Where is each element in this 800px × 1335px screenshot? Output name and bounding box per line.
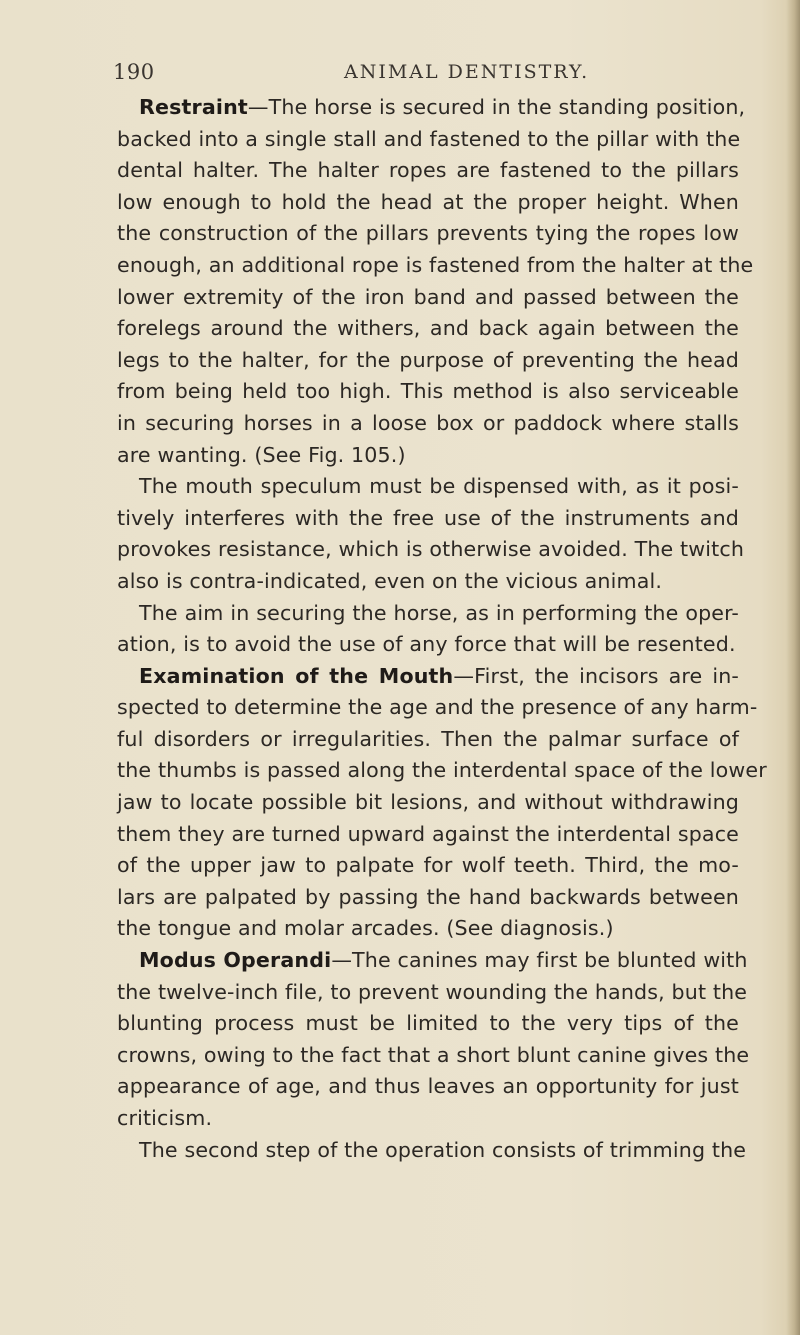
line-text: in securing horses in a loose box or paddock where stalls xyxy=(117,410,739,435)
text-line xyxy=(117,566,739,598)
line-text: The aim in securing the horse, as in performing the oper- xyxy=(139,600,739,625)
text-line xyxy=(117,1071,739,1103)
text-line xyxy=(117,408,739,440)
text-line xyxy=(117,534,745,566)
line-text: also is contra-indicated, even on the vicious animal. xyxy=(117,568,663,593)
line-text: tively interferes with the free use of the instruments and xyxy=(117,505,739,530)
paragraph-heading: Examination of the Mouth xyxy=(139,663,454,688)
text-line xyxy=(117,376,739,408)
line-text: The second step of the operation consists of trimming the xyxy=(139,1137,747,1162)
line-text: forelegs around the withers, and back again between the xyxy=(117,316,739,341)
line-text: ful disorders or irregularities. Then the palmar surface of xyxy=(117,726,739,751)
line-text: lower extremity of the iron band and passed between the xyxy=(117,284,739,309)
line-text: The mouth speculum must be dispensed with, as it posi- xyxy=(139,474,739,499)
text-line xyxy=(117,755,767,787)
text-line xyxy=(117,850,739,882)
text-line xyxy=(117,724,739,756)
running-head-title: ANIMAL DENTISTRY. xyxy=(344,61,590,83)
line-text: from being held too high. This method is also serviceable xyxy=(117,379,739,404)
line-text: spected to determine the age and the presence of any harm- xyxy=(117,695,758,720)
line-text: enough, an additional rope is fastened from the halter at the xyxy=(117,252,754,277)
text-line xyxy=(117,629,739,661)
text-line xyxy=(117,661,739,693)
text-line xyxy=(117,250,754,282)
paragraph xyxy=(117,945,750,1135)
line-text: crowns, owing to the fact that a short blunt canine gives the xyxy=(117,1042,750,1067)
line-text: provokes resistance, which is otherwise avoided. The twitch xyxy=(117,537,745,562)
line-text: backed into a single stall and fastened to the pillar with the xyxy=(117,126,741,151)
line-text: jaw to locate possible bit lesions, and without withdrawing xyxy=(117,790,739,815)
paragraph xyxy=(117,471,745,597)
text-line xyxy=(117,471,739,503)
text-line xyxy=(117,155,739,187)
line-text: criticism. xyxy=(117,1106,213,1130)
text-line xyxy=(117,503,739,535)
paragraph-heading: Restraint xyxy=(139,95,248,119)
running-head xyxy=(113,60,733,90)
text-line xyxy=(117,977,748,1009)
line-text: the construction of the pillars prevents tying the ropes low xyxy=(117,221,739,246)
text-line xyxy=(117,1103,739,1135)
text-line xyxy=(117,598,739,630)
paragraph xyxy=(117,598,739,661)
line-text: them they are turned upward against the interdental space xyxy=(117,821,739,846)
text-line xyxy=(117,313,739,345)
text-line xyxy=(117,92,746,124)
line-text: are wanting. (See Fig. 105.) xyxy=(117,442,406,467)
line-text: the twelve-inch file, to prevent wounding the hands, but the xyxy=(117,979,748,1004)
line-text: —First, the incisors are in- xyxy=(453,663,739,688)
line-text: low enough to hold the head at the proper height. When xyxy=(117,189,739,214)
page-number: 190 xyxy=(113,60,155,84)
text-line xyxy=(117,913,739,945)
line-text: lars are palpated by passing the hand backwards between xyxy=(117,884,739,909)
text-line xyxy=(117,1008,739,1040)
text-line xyxy=(117,787,739,819)
text-line xyxy=(117,882,739,914)
body-text xyxy=(117,92,767,1166)
paragraph xyxy=(117,1135,747,1167)
text-line xyxy=(117,1040,750,1072)
page-edge-shadow xyxy=(786,0,800,1335)
text-line xyxy=(117,282,739,314)
text-line xyxy=(117,945,748,977)
line-text: appearance of age, and thus leaves an opportunity for just xyxy=(117,1074,739,1099)
text-line xyxy=(117,819,739,851)
text-line xyxy=(117,187,739,219)
paragraph xyxy=(117,661,767,945)
line-text: dental halter. The halter ropes are fastened to the pillars xyxy=(117,158,739,183)
line-text: legs to the halter, for the purpose of preventing the head xyxy=(117,347,739,372)
line-text: of the upper jaw to palpate for wolf teeth. Third, the mo- xyxy=(117,853,739,878)
text-line xyxy=(117,440,739,472)
text-line xyxy=(117,345,739,377)
line-text: the tongue and molar arcades. (See diagnosis.) xyxy=(117,916,614,941)
text-line xyxy=(117,218,739,250)
text-line xyxy=(117,124,739,156)
paragraph xyxy=(117,92,754,471)
line-text: —The canines may first be blunted with xyxy=(331,948,748,973)
paragraph-heading: Modus Operandi xyxy=(139,948,332,973)
line-text: the thumbs is passed along the interdental space of the lower xyxy=(117,758,767,783)
line-text: blunting process must be limited to the very tips of the xyxy=(117,1011,739,1036)
text-line xyxy=(117,1135,747,1167)
text-line xyxy=(117,692,758,724)
line-text: —The horse is secured in the standing position, xyxy=(247,95,746,119)
line-text: ation, is to avoid the use of any force that will be resented. xyxy=(117,632,736,657)
